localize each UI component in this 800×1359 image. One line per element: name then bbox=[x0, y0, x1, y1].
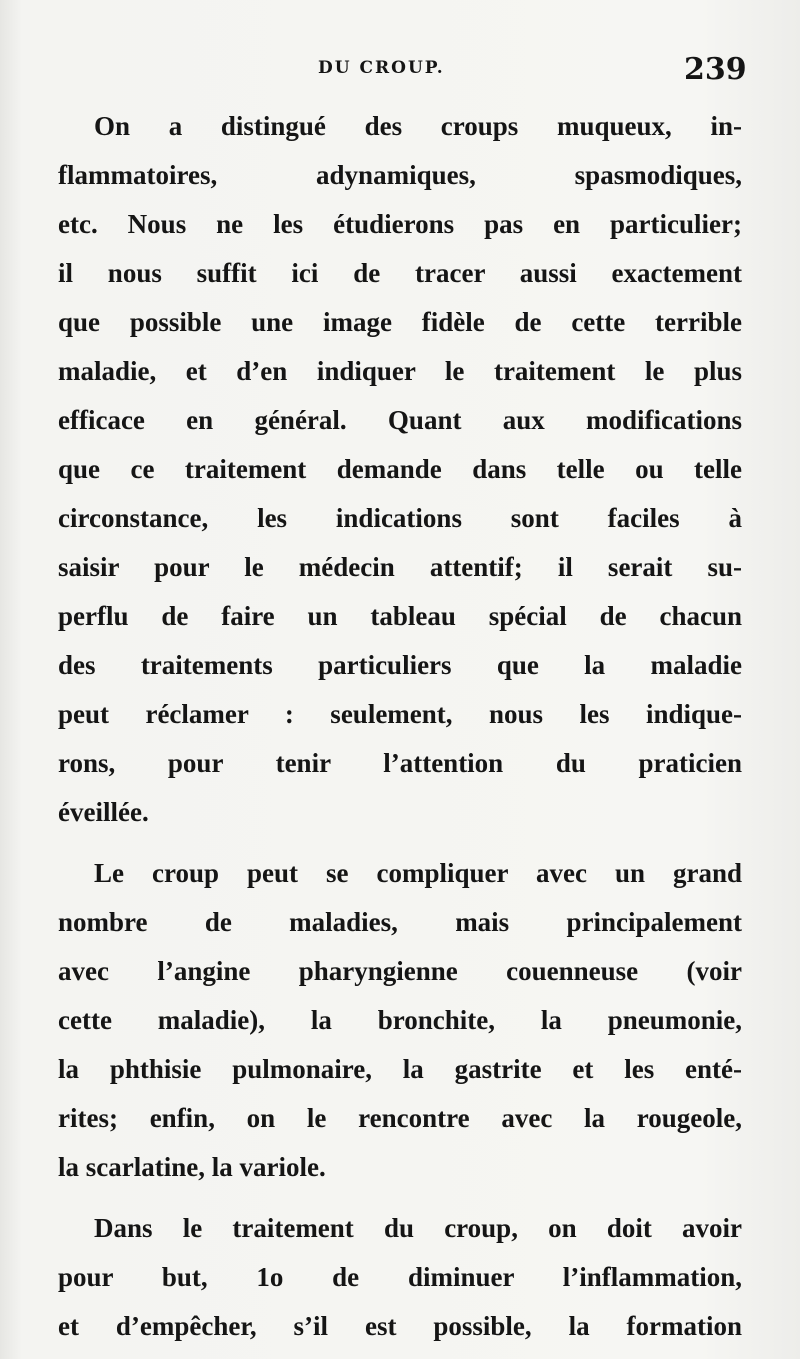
text-line: peut réclamer : seulement, nous les indique- bbox=[58, 699, 742, 729]
text-line: nombre de maladies, mais principalement bbox=[58, 907, 742, 937]
text-line: et d’empêcher, s’il est possible, la formation bbox=[58, 1311, 742, 1341]
text-line: perflu de faire un tableau spécial de chacun bbox=[58, 601, 742, 631]
text-line: rons, pour tenir l’attention du praticien bbox=[58, 748, 742, 778]
paragraph-2 bbox=[58, 849, 742, 1192]
text-line: avec l’angine pharyngienne couenneuse (voir bbox=[58, 956, 742, 986]
text-line: rites; enfin, on le rencontre avec la rougeole, bbox=[58, 1103, 742, 1133]
text-line: etc. Nous ne les étudierons pas en particulier; bbox=[58, 209, 742, 239]
text-line: que ce traitement demande dans telle ou telle bbox=[58, 454, 742, 484]
paragraph-gap bbox=[58, 1194, 742, 1204]
page-number: 239 bbox=[684, 52, 747, 87]
text-line: circonstance, les indications sont faciles à bbox=[58, 503, 742, 533]
text-line: la phthisie pulmonaire, la gastrite et les enté- bbox=[58, 1054, 742, 1084]
body-text bbox=[58, 102, 742, 1353]
running-title: DU CROUP. bbox=[318, 58, 445, 78]
page-header bbox=[0, 52, 800, 92]
text-line: efficace en général. Quant aux modifications bbox=[58, 405, 742, 435]
paragraph-3 bbox=[58, 1204, 742, 1351]
text-line: saisir pour le médecin attentif; il serait su- bbox=[58, 552, 742, 582]
text-line: que possible une image fidèle de cette terrible bbox=[58, 307, 742, 337]
paragraph-gap bbox=[58, 839, 742, 849]
paragraph-1 bbox=[58, 102, 742, 837]
text-line: la scarlatine, la variole. bbox=[58, 1152, 326, 1182]
text-line: flammatoires, adynamiques, spasmodiques, bbox=[58, 160, 742, 190]
text-line: cette maladie), la bronchite, la pneumonie, bbox=[58, 1005, 742, 1035]
text-line: éveillée. bbox=[58, 797, 149, 827]
text-line: maladie, et d’en indiquer le traitement le plus bbox=[58, 356, 742, 386]
text-line: pour but, 1o de diminuer l’inflammation, bbox=[58, 1262, 742, 1292]
text-line: des traitements particuliers que la maladie bbox=[58, 650, 742, 680]
text-line: Dans le traitement du croup, on doit avoir bbox=[94, 1213, 742, 1243]
text-line: On a distingué des croups muqueux, in- bbox=[94, 111, 742, 141]
text-line: il nous suffit ici de tracer aussi exactement bbox=[58, 258, 742, 288]
text-line: Le croup peut se compliquer avec un grand bbox=[94, 858, 742, 888]
